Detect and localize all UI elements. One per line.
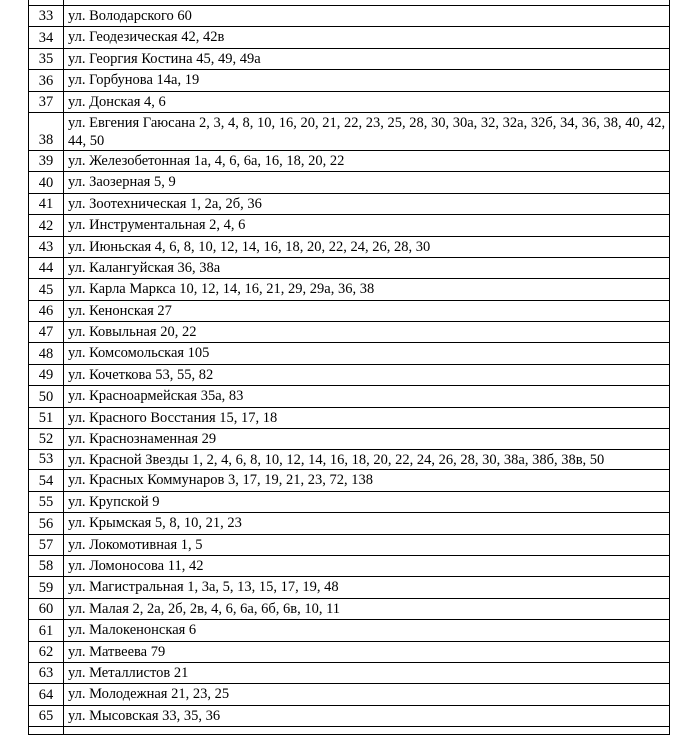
row-number: 65 xyxy=(29,705,64,726)
street-address: ул. Ковыльная 20, 22 xyxy=(64,322,670,343)
street-address: ул. Июньская 4, 6, 8, 10, 12, 14, 16, 18, 20, 22, 24, 26, 28, 30 xyxy=(64,236,670,257)
street-address: ул. Малая 2, 2а, 2б, 2в, 4, 6, 6а, 6б, 6в, 10, 11 xyxy=(64,598,670,619)
table-row xyxy=(29,684,670,705)
street-address: ул. Комсомольская 105 xyxy=(64,343,670,364)
row-number: 54 xyxy=(29,470,64,491)
street-address: ул. Металлистов 21 xyxy=(64,662,670,683)
table-row xyxy=(29,450,670,470)
row-number: 63 xyxy=(29,662,64,683)
row-number: 42 xyxy=(29,215,64,236)
street-address: ул. Красных Коммунаров 3, 17, 19, 21, 23, 72, 138 xyxy=(64,470,670,491)
street-address: ул. Малокенонская 6 xyxy=(64,620,670,641)
street-address: ул. Володарского 60 xyxy=(64,6,670,27)
row-number: 52 xyxy=(29,429,64,450)
row-number: 51 xyxy=(29,407,64,428)
row-number: 64 xyxy=(29,684,64,705)
table-row xyxy=(29,407,670,428)
row-number: 47 xyxy=(29,322,64,343)
table-row-cut-bottom xyxy=(29,727,670,735)
address-table-page xyxy=(28,0,694,735)
table-row xyxy=(29,236,670,257)
table-row xyxy=(29,343,670,364)
street-address: ул. Красного Восстания 15, 17, 18 xyxy=(64,407,670,428)
row-number: 37 xyxy=(29,91,64,112)
table-row xyxy=(29,620,670,641)
street-address: ул. Заозерная 5, 9 xyxy=(64,172,670,193)
street-address: ул. Горбунова 14а, 19 xyxy=(64,70,670,91)
table-row xyxy=(29,470,670,491)
row-number: 40 xyxy=(29,172,64,193)
street-address: ул. Красноармейская 35а, 83 xyxy=(64,386,670,407)
table-row xyxy=(29,598,670,619)
street-address: ул. Геодезическая 42, 42в xyxy=(64,27,670,48)
table-row xyxy=(29,70,670,91)
row-number: 58 xyxy=(29,555,64,576)
street-address: ул. Магистральная 1, 3а, 5, 13, 15, 17, 19, 48 xyxy=(64,577,670,598)
street-address: ул. Евгения Гаюсана 2, 3, 4, 8, 10, 16, 20, 21, 22, 23, 25, 28, 30, 30а, 32, 32а, 32б, 34, 36, 38, 40, 42, 44, 50 xyxy=(64,112,670,150)
table-row xyxy=(29,91,670,112)
street-address: ул. Крымская 5, 8, 10, 21, 23 xyxy=(64,513,670,534)
row-number: 55 xyxy=(29,491,64,512)
row-number: 56 xyxy=(29,513,64,534)
row-number: 34 xyxy=(29,27,64,48)
row-number: 48 xyxy=(29,343,64,364)
street-address: ул. Красной Звезды 1, 2, 4, 6, 8, 10, 12, 14, 16, 18, 20, 22, 24, 26, 28, 30, 38а, 38б, 38в, 50 xyxy=(64,450,670,470)
table-row xyxy=(29,6,670,27)
street-address: ул. Матвеева 79 xyxy=(64,641,670,662)
table-row xyxy=(29,662,670,683)
street-address: ул. Карла Маркса 10, 12, 14, 16, 21, 29, 29а, 36, 38 xyxy=(64,279,670,300)
table-row xyxy=(29,534,670,555)
row-number: 60 xyxy=(29,598,64,619)
street-address: ул. Кочеткова 53, 55, 82 xyxy=(64,364,670,385)
table-row xyxy=(29,48,670,69)
table-row xyxy=(29,491,670,512)
table-row xyxy=(29,386,670,407)
row-number: 49 xyxy=(29,364,64,385)
row-number: 39 xyxy=(29,150,64,171)
address-table xyxy=(28,0,670,735)
street-address: ул. Локомотивная 1, 5 xyxy=(64,534,670,555)
row-number-cell xyxy=(29,727,64,735)
street-address: ул. Железобетонная 1а, 4, 6, 6а, 16, 18, 20, 22 xyxy=(64,150,670,171)
row-number: 61 xyxy=(29,620,64,641)
table-row xyxy=(29,193,670,214)
street-address: ул. Георгия Костина 45, 49, 49а xyxy=(64,48,670,69)
table-row xyxy=(29,705,670,726)
street-address: ул. Мысовская 33, 35, 36 xyxy=(64,705,670,726)
address-table-body xyxy=(29,0,670,735)
street-address: ул. Ломоносова 11, 42 xyxy=(64,555,670,576)
row-number: 59 xyxy=(29,577,64,598)
row-number: 35 xyxy=(29,48,64,69)
row-number: 50 xyxy=(29,386,64,407)
street-address: ул. Зоотехническая 1, 2а, 2б, 36 xyxy=(64,193,670,214)
row-number: 53 xyxy=(29,450,64,470)
table-row xyxy=(29,641,670,662)
table-row xyxy=(29,150,670,171)
street-address: ул. Кенонская 27 xyxy=(64,300,670,321)
street-address: ул. Инструментальная 2, 4, 6 xyxy=(64,215,670,236)
table-row xyxy=(29,27,670,48)
street-address: ул. Молодежная 21, 23, 25 xyxy=(64,684,670,705)
table-row xyxy=(29,112,670,150)
table-row xyxy=(29,322,670,343)
row-number: 43 xyxy=(29,236,64,257)
table-row xyxy=(29,429,670,450)
row-number: 36 xyxy=(29,70,64,91)
table-row xyxy=(29,513,670,534)
table-row xyxy=(29,215,670,236)
table-row xyxy=(29,300,670,321)
row-number: 62 xyxy=(29,641,64,662)
street-address: ул. Краснознаменная 29 xyxy=(64,429,670,450)
table-row xyxy=(29,279,670,300)
table-row xyxy=(29,172,670,193)
table-row xyxy=(29,364,670,385)
address-cell xyxy=(64,727,670,735)
row-number: 57 xyxy=(29,534,64,555)
table-row xyxy=(29,257,670,278)
street-address: ул. Донская 4, 6 xyxy=(64,91,670,112)
row-number: 46 xyxy=(29,300,64,321)
street-address: ул. Крупской 9 xyxy=(64,491,670,512)
table-row xyxy=(29,555,670,576)
row-number: 41 xyxy=(29,193,64,214)
street-address: ул. Калангуйская 36, 38а xyxy=(64,257,670,278)
table-row xyxy=(29,577,670,598)
row-number: 44 xyxy=(29,257,64,278)
row-number: 45 xyxy=(29,279,64,300)
row-number: 33 xyxy=(29,6,64,27)
row-number: 38 xyxy=(29,112,64,150)
